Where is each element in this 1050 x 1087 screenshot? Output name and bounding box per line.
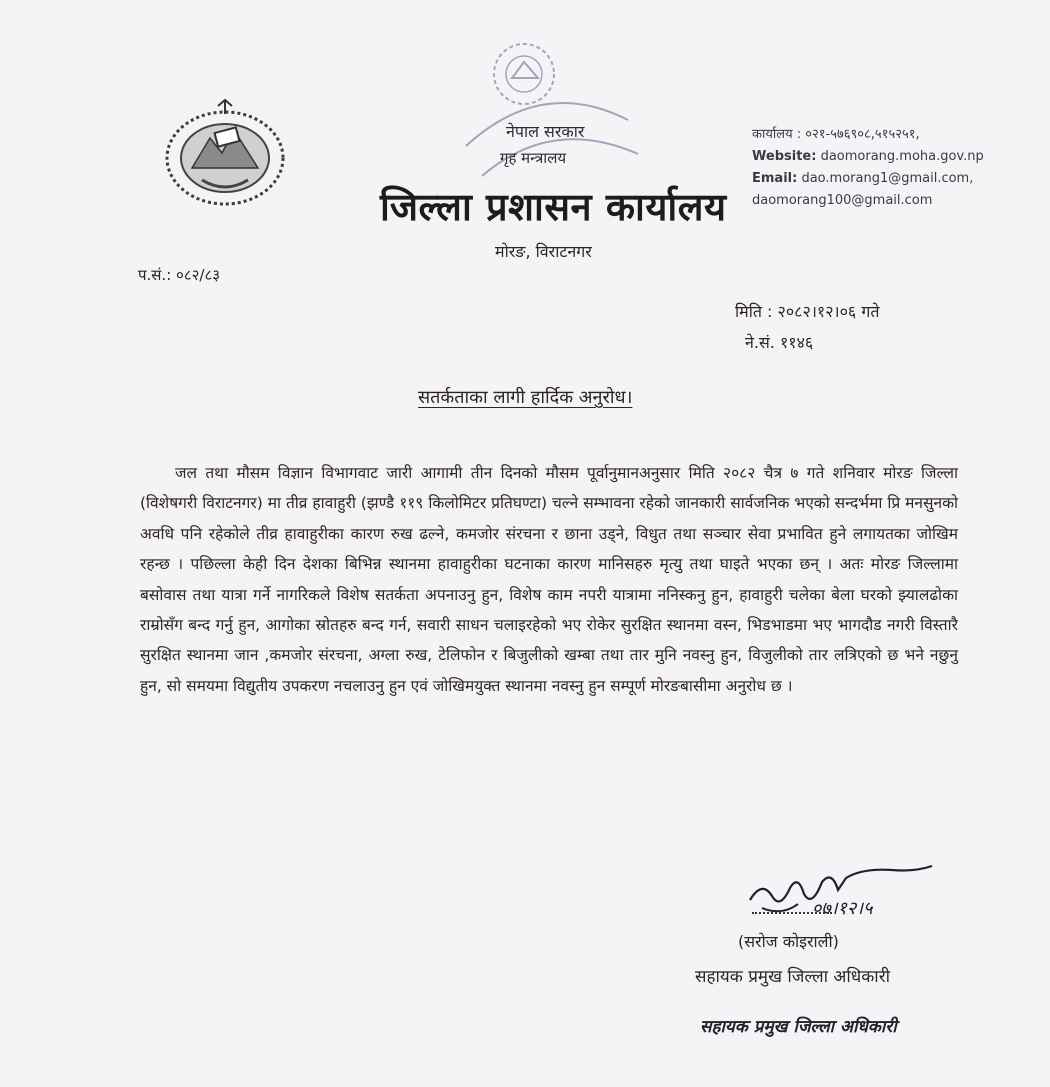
reference-number: प.सं.: ०८२/८३	[138, 266, 221, 284]
letter-date: मिति : २०८२।१२।०६ गते	[735, 302, 880, 321]
signatory-name: (सरोज कोइराली)	[738, 932, 839, 951]
email-link-1[interactable]: dao.morang1@gmail.com,	[801, 171, 974, 186]
letterhead-ministry: गृह मन्त्रालय	[500, 149, 567, 167]
contact-block	[752, 124, 984, 212]
office-location: मोरङ, विराटनगर	[495, 242, 592, 261]
phone-numbers: ०२१-५७६९०८,५१५२५१,	[805, 127, 920, 142]
letter-subject: सतर्कताका लागी हार्दिक अनुरोध।	[418, 387, 633, 408]
nepal-sambat-date: ने.सं. ११४६	[745, 333, 814, 352]
letterhead-government: नेपाल सरकार	[506, 122, 585, 141]
contact-website-line	[752, 146, 984, 168]
website-link[interactable]: daomorang.moha.gov.np	[820, 149, 984, 164]
contact-email-line	[752, 168, 984, 190]
contact-email-line-2	[752, 190, 984, 212]
email-label: Email:	[752, 171, 798, 186]
signature-line	[752, 912, 832, 914]
website-label: Website:	[752, 149, 817, 164]
email-link-2[interactable]: daomorang100@gmail.com	[752, 193, 933, 208]
contact-phone-line	[752, 124, 984, 146]
phone-label: कार्यालय :	[752, 127, 802, 142]
nepal-emblem-icon	[162, 98, 288, 210]
designation-stamp: सहायक प्रमुख जिल्ला अधिकारी	[700, 1017, 897, 1037]
signatory-designation: सहायक प्रमुख जिल्ला अधिकारी	[695, 967, 891, 987]
letter-body: जल तथा मौसम विज्ञान विभागवाट जारी आगामी तीन दिनको मौसम पूर्वानुमानअनुसार मिति २०८२ चैत्र ७ गते शनिवार मोरङ जिल्ला (विशेषगरी विराटनगर) मा तीव्र हावाहुरी (झण्डै ११९ किलोमिटर प्रतिघण्टा) चल्ने सम्भावना रहेको जानकारी सार्वजनिक भएको सन्दर्भमा प्रि मनसुनको अवधि पनि रहेकोले तीव्र हावाहुरीका कारण रुख ढल्ने, कमजोर संरचना र छाना उड्ने, विधुत तथा सञ्चार सेवा प्रभावित हुने लगायतका जोखिम रहन्छ । पछिल्ला केही दिन देशका बिभिन्न स्थानमा हावाहुरीका घटनाका कारण मानिसहरु मृत्यु तथा घाइते भएका छन् । अतः मोरङ जिल्लामा बसोवास तथा यात्रा गर्ने नागरिकले विशेष सतर्कता अपनाउनु हुन, विशेष काम नपरी यात्रामा ननिस्कनु हुन, हावाहुरी चलेका बेला घरको झ्यालढोका राम्रोसँग बन्द गर्नु हुन, आगोका स्रोतहरु बन्द गर्न, सवारी साधन चलाइरहेको भए रोकेर सुरक्षित स्थानमा वस्न, भिडभाडमा भए भागदौड नगरी विस्तारै सुरक्षित स्थानमा जान ,कमजोर संरचना, अग्ला रुख, टेलिफोन र बिजुलीको खम्बा तथा तार मुनि नवस्नु हुन, विजुलीको तार लत्रिएको छ भने नछुनु हुन, सो समयमा विद्युतीय उपकरण नचलाउनु हुन एवं जोखिमयुक्त स्थानमा नवस्नु हुन सम्पूर्ण मोरङबासीमा अनुरोध छ ।	[140, 464, 958, 695]
office-title: जिल्ला प्रशासन कार्यालय	[380, 185, 727, 229]
signature-date: ०७।१२।५	[812, 898, 873, 919]
